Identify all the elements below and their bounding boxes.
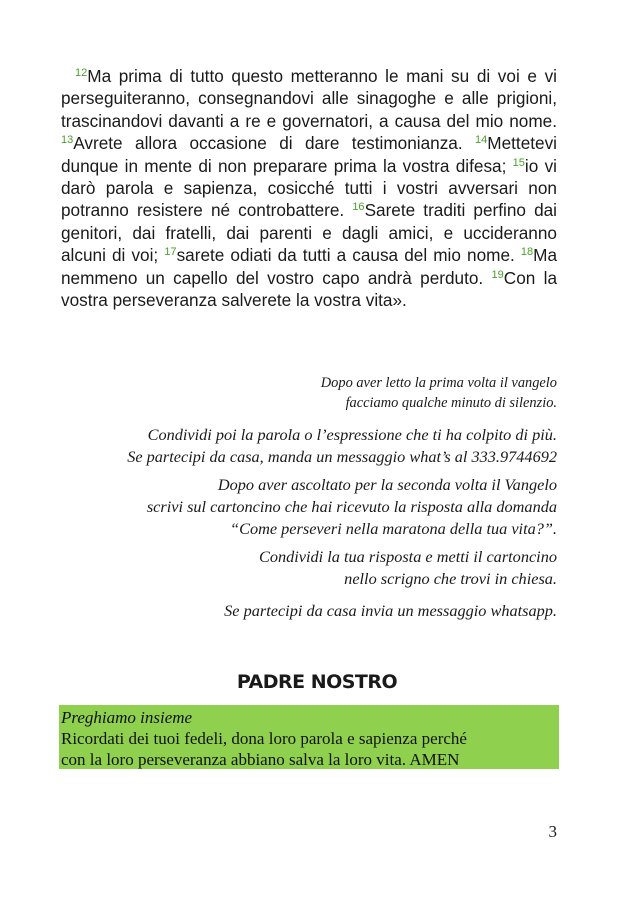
card-instruction [259,546,557,590]
instruction-line: Se partecipi da casa invia un messaggio whatsapp. [224,601,557,620]
verse-text: io vi darò parola e sapienza, cosicché tutti i vostri avversari non potranno resistere né controbattere. [61,155,557,221]
verse-number: 17 [164,246,177,259]
verse-text: Ma nemmeno un capello del vostro capo andrà perduto. [61,245,558,288]
verse-text: Mettetevi dunque in mente di non preparare prima la vostra difesa; [61,133,557,176]
section-title: PADRE NOSTRO [236,671,398,693]
verse-number: 16 [352,201,365,214]
instruction-line: Se partecipi da casa, manda un messaggio what’s al 333.9744692 [127,447,557,466]
home-instruction [224,600,557,622]
instruction-line: Condividi la tua risposta e metti il cartoncino [258,547,557,566]
verse-text: Sarete traditi perfino dai genitori, dai fratelli, dai parenti e dagli amici, e uccideranno alcuni di voi; [61,200,558,266]
second-reading-instruction [147,474,557,540]
instruction-line: Dopo aver ascoltato per la seconda volta il Vangelo [217,475,557,494]
verse-number: 15 [512,156,525,169]
prayer-line: Ricordati dei tuoi fedeli, dona loro parola e sapienza perché [61,729,467,748]
instruction-line: Condividi poi la parola o l’espressione che ti ha colpito di più. [147,425,557,444]
prayer-line: con la loro perseveranza abbiano salva la loro vita. AMEN [61,750,460,769]
verse-number: 19 [491,268,504,281]
instruction-line: “Come perseveri nella maratona della tua vita?”. [230,519,557,538]
silence-instruction [321,373,557,413]
gospel-passage [61,65,557,311]
instruction-line: facciamo qualche minuto di silenzio. [345,395,557,411]
verse-text: Ma prima di tutto questo metteranno le mani su di voi e vi perseguiteranno, consegnandovi alle sinagoghe e alle prigioni, trascinandovi davanti a re e governatori, a causa del mio nome. [61,66,557,131]
instruction-line: scrivi sul cartoncino che hai ricevuto la risposta alla domanda [146,497,557,516]
prayer-label: Preghiamo insieme [61,708,193,727]
verse-number: 12 [75,67,88,79]
verse-text: Con la vostra perseveranza salverete la vostra vita». [61,267,557,311]
verse-text: sarete odiati da tutti a causa del mio nome. [176,245,521,266]
instruction-line: Dopo aver letto la prima volta il vangelo [320,375,557,391]
page-number: 3 [548,822,557,841]
verse-number: 13 [61,134,74,147]
verse-text: Avrete allora occasione di dare testimonianza. [73,133,476,154]
verse-number: 18 [520,246,534,259]
share-instruction [127,424,557,468]
instruction-line: nello scrigno che trovi in chiesa. [344,569,557,588]
verse-number: 14 [475,134,488,147]
prayer-box [59,705,559,769]
